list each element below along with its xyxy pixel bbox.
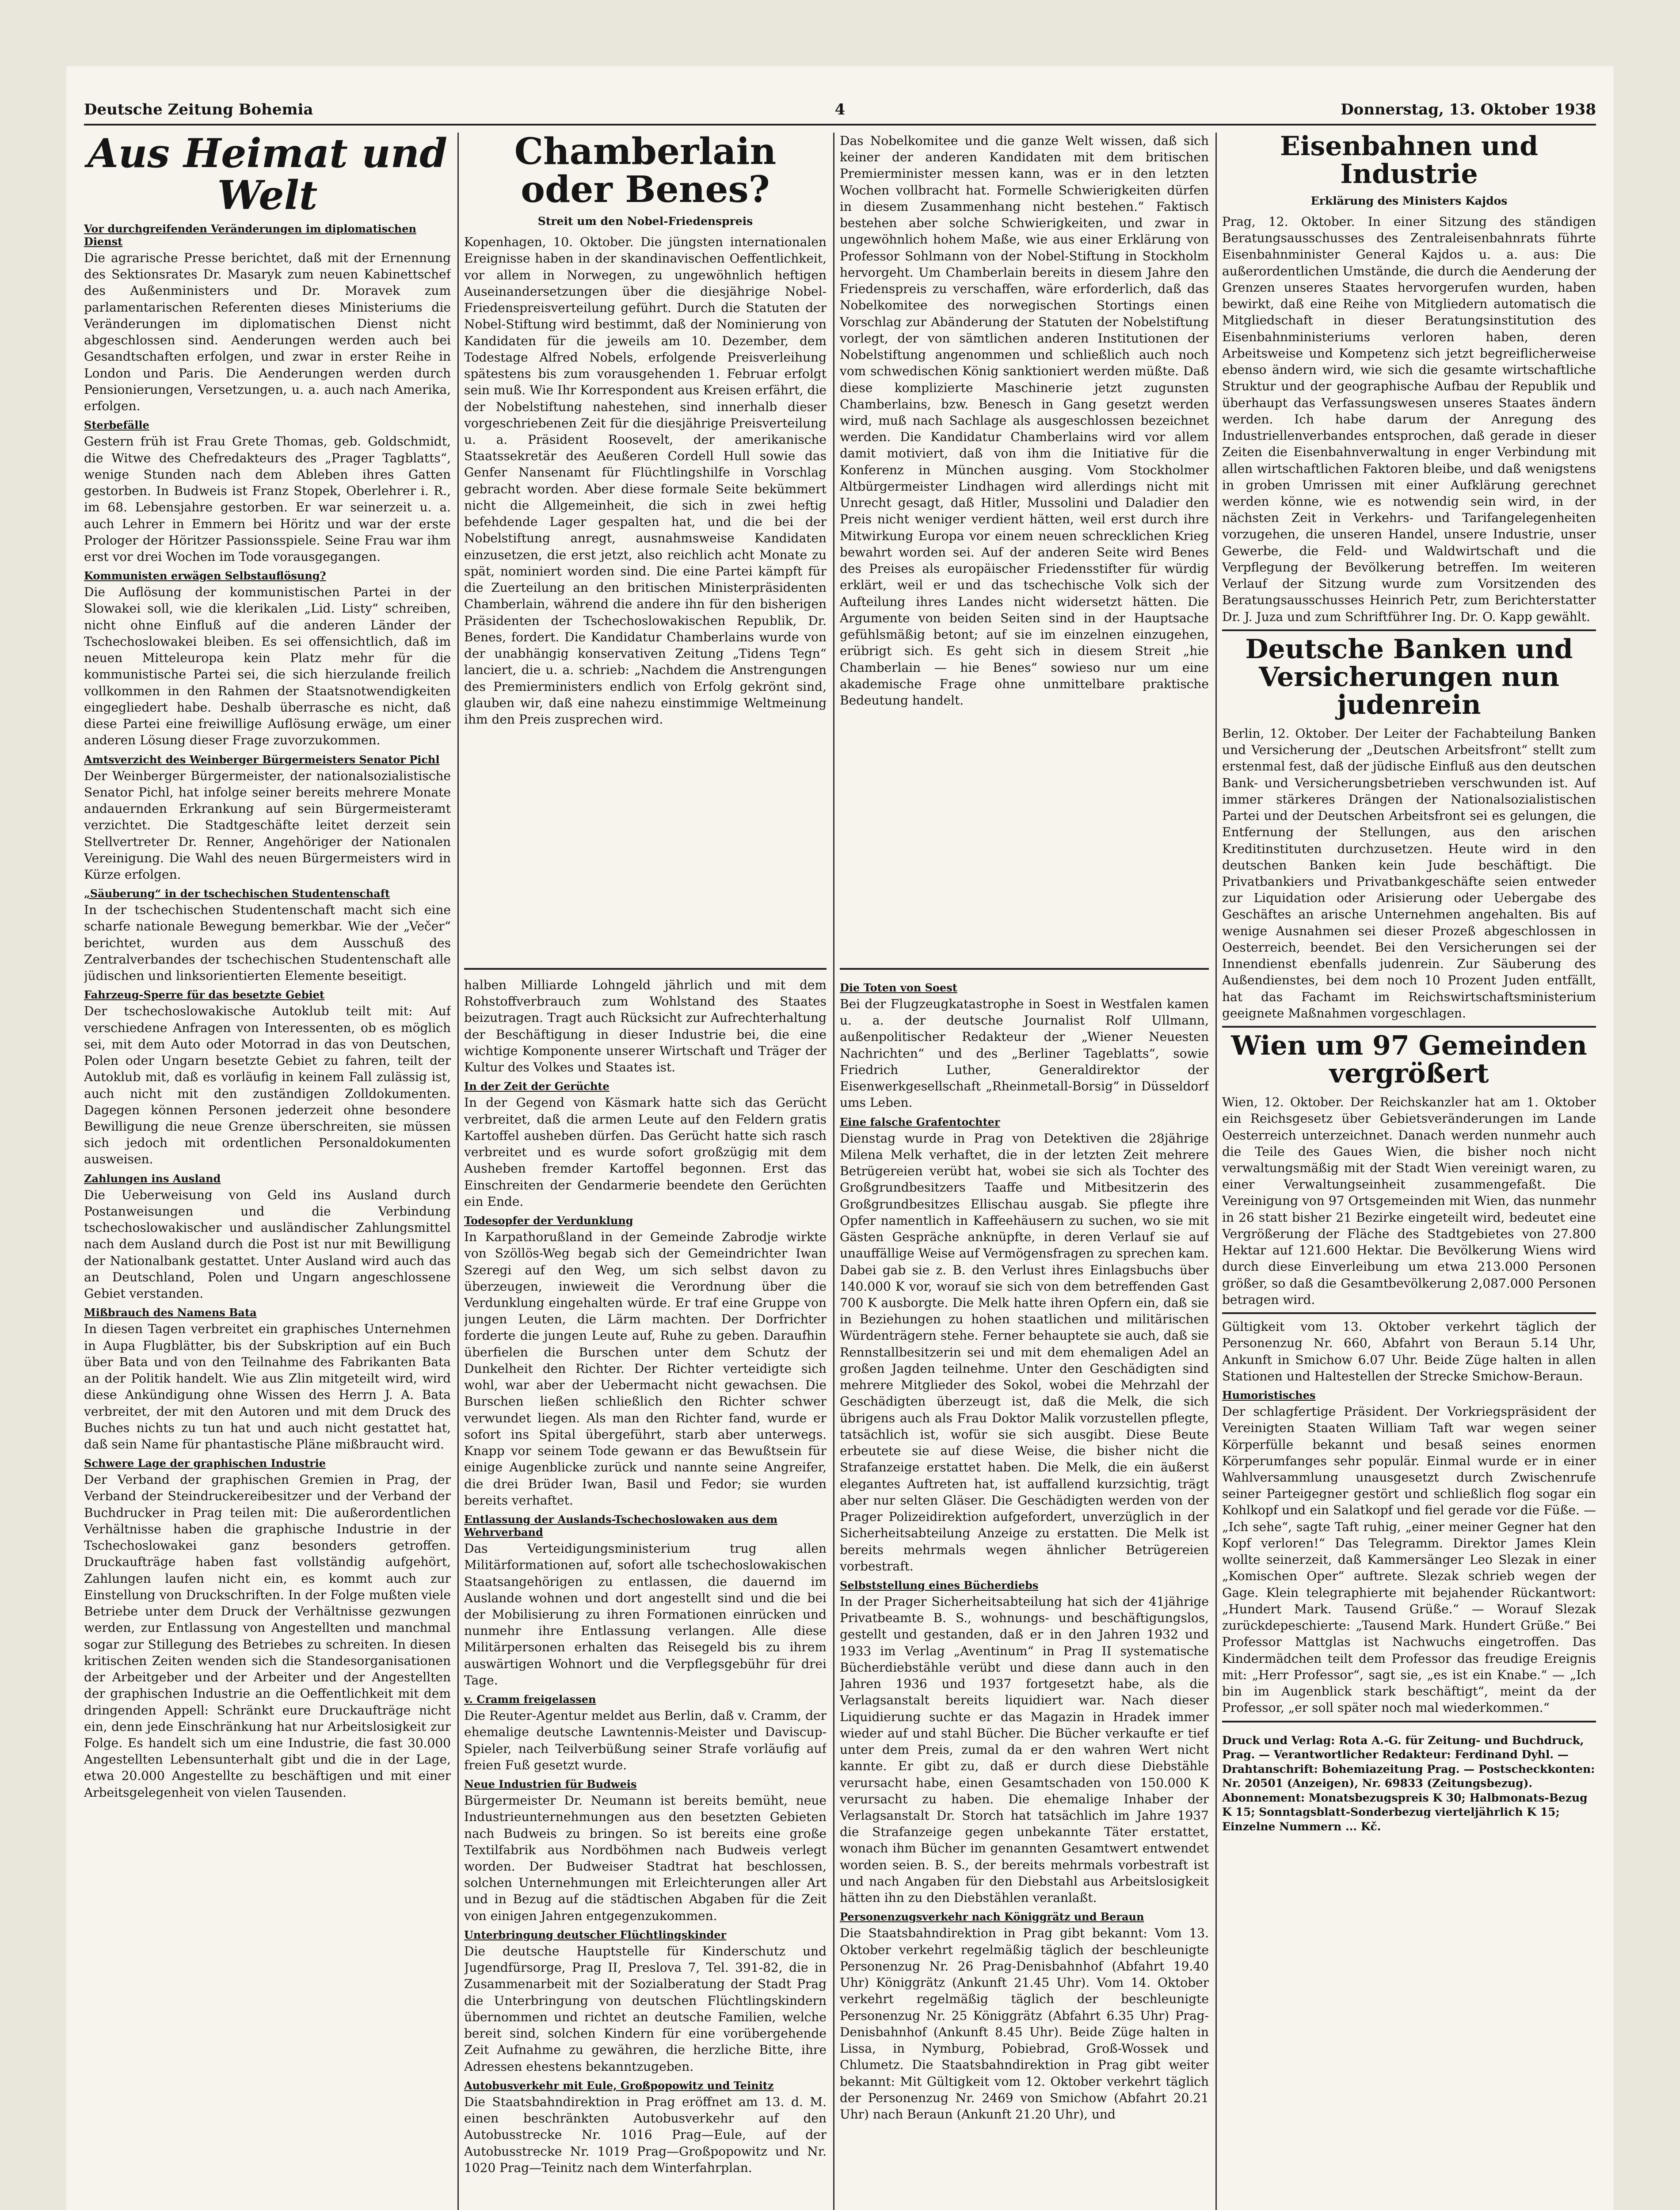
article-body: Berlin, 12. Oktober. Der Leiter der Fachabteilung Banken und Versicherung der „Deutschen Arbeitsfront“ stellt zum erstenmal fest, daß der jüdische Einfluß aus den deutschen Bank- und Versicherungsbetrieben verschwunden ist. Auf immer stärkeres Drängen der Nationalsozialistischen Partei und der Deutschen Arbeitsfront sei es gelungen, die Entfernung der Stellungen, aus den arischen Kreditinstituten durchzusetzen. Heute wird in den deutschen Banken kein Jude beschäftigt. Die Privatbankiers und Privatbankgeschäfte seien entweder zur Liquidation oder Arisierung oder Uebergabe des Geschäftes an arische Unternehmen angehalten. Bis auf wenige Ausnahmen sei dieser Prozeß abgeschlossen in Oesterreich, beendet. Bei den Versicherungen sei der Innendienst ebenfalls judenrein. Zur Säuberung des Außendienstes, bei dem noch 10 Prozent Juden entfällt, hat das Fachamt im Reichswirtschaftsministerium geeignete Maßnahmen vorgeschlagen. [1222,726,1596,1021]
article-body: Kopenhagen, 10. Oktober. Die jüngsten internationalen Ereignisse haben in der skandinavischen Oeffentlichkeit, vor allem in Norwegen, zu ungewöhnlich heftigen Auseinandersetzungen über die diesjährige Nobel-Friedenspreisverteilung geführt. Durch die Statuten der Nobel-Stiftung wird bestimmt, daß der Nominierung von Kandidaten für die jeweils am 10. Dezember, dem Todestage Alfred Nobels, erfolgende Preisverleihung spätestens bis zum vorausgehenden 1. Februar erfolgt sein muß. Wie Ihr Korrespondent aus Kreisen erfährt, die der Nobelstiftung nahestehen, sind innerhalb dieser vorgeschriebenen Zeit für die diesjährige Preisverteilung u. a. Präsident Roosevelt, der amerikanische Staatssekretär des Aeußeren Cordell Hull sowie das Genfer Nansenamt für Flüchtlingshilfe in Vorschlag gebracht worden. Aber diese formale Seite bekümmert nicht die Allgemeinheit, die sich in zwei heftig befehdende Lager gespalten hat, und die bei der Nobelstiftung anregt, ausnahmsweise Kandidaten einzusetzen, die erst jetzt, also reichlich acht Monate zu spät, nominiert worden sind. Die eine Partei kämpft für die Zuerteilung an den britischen Ministerpräsidenten Chamberlain, während die andere ihn für den bisherigen Präsidenten der Tschechoslowakischen Republik, Dr. Benes, fordert. Die Kandidatur Chamberlains wurde von der unabhängig konservativen Zeitung „Tidens Tegn“ lanciert, die u. a. schrieb: „Nachdem die Anstrengungen des Premierministers endlich von Erfolg gekrönt sind, glauben wir, daß eine nahezu einstimmige Weltmeinung ihm den Preis zusprechen wird. [464,235,827,727]
article-body: Die Ueberweisung von Geld ins Ausland durch Postanweisungen und die Verbindung tschechoslowakischer und ausländischer Zahlungsmittel nach dem Ausland durch die Post ist nur mit Bewilligung der Nationalbank gestattet. Unter Ausland wird auch das an Deutschland, Polen und Ungarn angeschlossene Gebiet verstanden. [84,1187,451,1301]
column-4 [1222,133,1596,2210]
article-heading: Amtsverzicht des Weinberger Bürgermeisters Senator Pichl [84,753,440,766]
horizontal-rule [1222,629,1596,631]
newspaper-page [66,66,1614,2210]
article-body: Das Nobelkomitee und die ganze Welt wissen, daß sich keiner der anderen Kandidaten mit dem britischen Premierminister messen kann, was er in den letzten Wochen vollbracht hat. Formelle Schwierigkeiten dürfen in diesem Zusammenhang nicht bestehen.“ Faktisch bestehen aber solche Schwierigkeiten, und zwar in ungewöhnlich hohem Maße, wie aus einer Erklärung von Professor Sohlmann von der Nobel-Stiftung in Stockholm hervorgeht. Um Chamberlain bereits in diesem Jahre den Friedenspreis zu verschaffen, wäre erforderlich, daß das Nobelkomitee des norwegischen Stortings einen Vorschlag zur Abänderung der Statuten der Nobelstiftung vorlegt, der von sämtlichen anderen Institutionen der Nobelstiftung angenommen und schließlich auch noch vom schwedischen König sanktioniert werden müßte. Daß diese komplizierte Maschinerie jetzt zugunsten Chamberlains, bzw. Benesch in Gang gesetzt werden wird, muß nach Sachlage als ausgeschlossen bezeichnet werden. Die Kandidatur Chamberlains wird vor allem damit motiviert, daß von ihm die Initiative für die Konferenz in München ausging. Vom Stockholmer Altbürgermeister Lindhagen wird allerdings nicht mit Unrecht gesagt, daß Hitler, Mussolini und Daladier den Preis nicht weniger verdient hätten, weil erst durch ihre Mitwirkung Europa vor einem neuen schrecklichen Krieg bewahrt worden sei. Auf der anderen Seite wird Benes des Preises als europäischer Friedensstifter für würdig erklärt, weil er und das tschechische Volk sich der Aufteilung ihres Landes nicht widersetzt hätten. Die Argumente von beiden Seiten sind in der Hauptsache gefühlsmäßig betont; auf sie im einzelnen einzugehen, erübrigt sich. Es geht sich in diesem Streit „hie Chamberlain — hie Benes“ sowieso nur um eine akademische Frage ohne unmittelbare praktische Bedeutung handelt. [840,133,1209,708]
issue-date: Donnerstag, 13. Oktober 1938 [1341,101,1596,118]
article-heading: Personenzugsverkehr nach Königgrätz und Beraun [840,1910,1144,1924]
article-heading: v. Cramm freigelassen [464,1693,596,1706]
article-heading: Autobusverkehr mit Eule, Großpopowitz und Teinitz [464,2079,774,2092]
article-heading: Zahlungen ins Ausland [84,1172,221,1185]
column-3-lower [840,977,1209,2210]
newspaper-name: Deutsche Zeitung Bohemia [84,101,313,118]
article-body: Das Verteidigungsministerium trug allen Militärformationen auf, sofort alle tschechoslowakischen Staatsangehörigen zu entlassen, die dauernd im Auslande wohnen und dort angestellt sind und die bei der Mobilisierung zu ihren Formationen einrücken und nunmehr ihre Entlassung verlangen. Alle diese Militärpersonen erhalten das Reisegeld bis zu ihrem auswärtigen Wohnort und die Verpflegsgebühr für drei Tage. [464,1541,827,1688]
imprint: Druck und Verlag: Rota A.-G. für Zeitung- und Buchdruck, Prag. — Verantwortlicher Redakteur: Ferdinand Dyhl. — Drahtanschrift: Bohemiazeitung Prag. — Postscheckkonten: Nr. 20501 (Anzeigen), Nr. 69833 (Zeitungsbezug). Abonnement: Monatsbezugspreis K 30; Halbmonats-Bezug K 15; Sonntagsblatt-Sonderbezug vierteljährlich K 15; Einzelne Nummern ... Kč. [1222,1734,1595,1833]
article-heading: Todesopfer der Verdunklung [464,1214,633,1227]
article-body: Dienstag wurde in Prag von Detektiven die 28jährige Milena Melk verhaftet, die in der letzten Zeit mehrere Betrügereien verübt hat, wobei sie sich als Tochter des Großgrundbesitzers Taaffe und Mitbesitzerin des Großgrundbesitzes Ellischau ausgab. Sie pflegte ihre Opfer namentlich in Kaffeehäusern zu suchen, wo sie mit Gästen Gespräche anknüpfte, in deren Verlauf sie auf unauffällige Weise auf Vermögensfragen zu sprechen kam. Dabei gab sie z. B. den Verlust ihres Einlagsbuchs über 140.000 K vor, worauf sie sich von dem betreffenden Gast 700 K ausborgte. Die Melk hatte ihren Opfern ein, daß sie in Beziehungen zu hohen staatlichen und militärischen Würdenträgern stehe. Ferner behauptete sie auch, daß sie Rennstallbesitzerin sei und mit dem ehemaligen Adel an großen Jagden teilnehme. Unter den Geschädigten sind mehrere Mitglieder des Sokol, wobei die Mehrzahl der Geschädigten überzeugt ist, daß die Melk, die sich übrigens auch als Frau Doktor Malik vorzustellen pflegte, tatsächlich ist, wofür sie sich ausgibt. Diese Beute erbeutete sie auf diese Weise, die bisher nicht die Strafanzeige erstattet haben. Die Melk, die ein äußerst elegantes Auftreten hat, ist auffallend kurzsichtig, trägt aber nur selten Gläser. Die Geschädigten werden von der Prager Polizeidirektion aufgefordert, unverzüglich in der Sicherheitsabteilung Anzeige zu erstatten. Die Melk ist bereits mehrmals wegen ähnlicher Betrügereien vorbestraft. [840,1131,1209,1574]
article-heading: Schwere Lage der graphischen Industrie [84,1457,326,1470]
article-body: In diesen Tagen verbreitet ein graphisches Unternehmen in Aupa Flugblätter, bis der Subskription auf ein Buch über Bata und von den Teilnahme des Fabrikanten Bata an der Politik handelt. Wie aus Zlin mitgeteilt wird, wird diese Ankündigung ohne Wissen des Herrn J. A. Bata verbreitet, der mit den Autoren und mit dem Druck des Buches nichts zu tun hat und auch nicht gestattet hat, daß sein Name für phantastische Pläne mißbraucht wird. [84,1322,451,1452]
article-heading: Mißbrauch des Namens Bata [84,1306,257,1319]
article-body: Die agrarische Presse berichtet, daß mit der Ernennung des Sektionsrates Dr. Masaryk zum neuen Kabinettschef des Außenministers und Dr. Moravek zum parlamentarischen Referenten dieses Ministeriums die Veränderungen im diplomatischen Dienst nicht abgeschlossen sind. Aenderungen werden auch bei Gesandtschaften erfolgen, und zwar in erster Reihe in London und Paris. Die Aenderungen werden durch Pensionierungen, Versetzungen, u. a. auch nach Amerika, erfolgen. [84,251,451,414]
article-body: Wien, 12. Oktober. Der Reichskanzler hat am 1. Oktober ein Reichsgesetz über Gebietsveränderungen im Lande Oesterreich unterzeichnet. Danach werden nunmehr auch die Teile des Gaues Wien, die bisher noch nicht verwaltungsmäßig mit der Stadt Wien vereinigt waren, zu einer Verwaltungseinheit zusammengefaßt. Die Vereinigung von 97 Ortsgemeinden mit Wien, das nunmehr in 26 statt bisher 21 Bezirke eingeteilt wird, bedeutet eine Vergrößerung der Fläche des Stadtgebietes von 27.800 Hektar auf 121.600 Hektar. Die Bevölkerung Wiens wird durch diese Einverleibung um etwa 213.000 Personen größer, so daß die Gesamtbevölkerung 2,087.000 Personen betragen wird. [1222,1095,1596,1307]
article-body: In Karpathorußland in der Gemeinde Zabrodje wirkte von Szöllös-Weg begab sich der Gemeindrichter Iwan Szeregi auf den Weg, um sich selbst davon zu überzeugen, inwieweit die Verordnung über die Verdunklung eingehalten würde. Er traf eine Gruppe von jungen Leuten, die Lärm machten. Der Dorfrichter forderte die jungen Leute auf, Ruhe zu geben. Daraufhin überfielen die Burschen unter dem Schutz der Dunkelheit den Richter. Der Richter verteidigte sich wohl, war aber der Uebermacht nicht gewachsen. Die Burschen ließen schließlich den Richter schwer verwundet liegen. Als man den Richter fand, wurde er sofort ins Spital übergeführt, starb aber unterwegs. Knapp vor seinem Tode gewann er das Bewußtsein für einige Augenblicke zurück und nannte seine Angreifer, die drei Brüder Iwan, Basil und Fedor; sie wurden bereits verhaftet. [464,1230,827,1508]
article-heading: In der Zeit der Gerüchte [464,1080,610,1093]
horizontal-rule [1222,1721,1596,1722]
article-heading: Humoristisches [1222,1389,1316,1402]
article-subheading: Erklärung des Ministers Kajdos [1310,194,1508,207]
article-body: Der Weinberger Bürgermeister, der nationalsozialistische Senator Pichl, hat infolge seiner bereits mehrere Monate andauernden Erkrankung auf sein Bürgermeisteramt verzichtet. Die Stadtgeschäfte leitet derzeit sein Stellvertreter Dr. Renner, Angehöriger der Nationalen Vereinigung. Die Wahl des neuen Bürgermeisters wird in Kürze erfolgen. [84,768,451,882]
article-body: Die Auflösung der kommunistischen Partei in der Slowakei soll, wie die klerikalen „Lid. Listy“ schreiben, nicht ohne Einfluß auf die anderen Länder der Tschechoslowakei bleiben. Es sei offensichtlich, daß im neuen Mitteleuropa kein Platz mehr für die kommunistische Partei sei, die sich hierzulande freilich vollkommen in den Rahmen der Staatsnotwendigkeiten eingegliedert habe. Deshalb überrasche es nicht, daß diese Partei eine freiwillige Auflösung erwäge, um einer anderen Lösung dieser Frage zuvorzukommen. [84,585,451,748]
column-rule [833,133,834,2210]
article-body: Der schlagfertige Präsident. Der Vorkriegspräsident der Vereinigten Staaten William Taft war wegen seiner Körperfülle bekannt und besaß seines enormen Körperumfanges sehr populär. Einmal wurde er in einer Wahlversammlung unausgesetzt durch Zwischenrufe seiner Parteigegner gestört und schließlich flog sogar ein Kohlkopf und ein Salatkopf und fiel gerade vor die Füße. — „Ich sehe“, sagte Taft ruhig, „einer meiner Gegner hat den Kopf verloren!“ Das Telegramm. Direktor James Klein wollte seinerzeit, daß Kammersänger Leo Slezak in einer „Komischen Oper“ auftrete. Slezak schrieb wegen der Gage. Klein telegraphierte mit bejahender Rückantwort: „Hundert Mark. Tausend Grüße.“ — Worauf Slezak zurückdepeschierte: „Tausend Mark. Hundert Grüße.“ Bei Professor Mattglas ist Nachwuchs eingetroffen. Das Kindermädchen teilt dem Professor das freudige Ereignis mit: „Herr Professor“, sagt sie, „es ist ein Knabe.“ — „Ich bin im Augenblick stark beschäftigt“, meint da der Professor, „er soll später noch mal wiederkommen.“ [1222,1404,1596,1715]
article-headline: Wien um 97 Gemeinden vergrößert [1231,1030,1587,1090]
article-body: Prag, 12. Oktober. In einer Sitzung des ständigen Beratungsausschusses des Zentraleisenbahnrats führte Eisenbahnminister General Kajdos u. a. aus: Die außerordentlichen Umstände, die durch die Aenderung der Grenzen unseres Staates hervorgerufen wurden, haben bewirkt, daß eine Reihe von Mitgliedern automatisch die Mitgliedschaft in dieser Beratungsinstitution des Eisenbahnministeriums verloren haben, deren Arbeitsweise und Kompetenz sich jetzt begreiflicherweise ebenso ändern wird, wie sich die gesamte wirtschaftliche Struktur und der geographische Aufbau der Republik und überhaupt das Verfassungswesen unseres Staates ändern werden. Ich habe darum der Anregung des Industriellenverbandes entsprochen, daß gerade in dieser Zeiten die Eisenbahnverwaltung in enger Verbindung mit allen wirtschaftlichen Faktoren bleibe, und daß wenigstens in groben Umrissen mit einer Aufklärung gerechnet werden könne, wie es notwendig sein wird, in der nächsten Zeit in Verkehrs- und Tarifangelegenheiten vorzugehen, die unseren Handel, unsere Industrie, unser Gewerbe, die Feld- und Waldwirtschaft und die Verpflegung der Bevölkerung betreffen. Im weiteren Verlauf der Sitzung wurde zum Vorsitzenden des Beratungsausschusses Heinrich Petr, zum Berichterstatter Dr. J. Juza und zum Schriftführer Ing. Dr. O. Kapp gewählt. [1222,214,1596,624]
article-subheading: Streit um den Nobel-Friedenspreis [537,215,753,228]
article-heading: Selbststellung eines Bücherdiebs [840,1578,1039,1592]
article-headline: Chamberlain oder Benes? [514,133,777,211]
article-body: Die Staatsbahndirektion in Prag eröffnet am 13. d. M. einen beschränkten Autobusverkehr auf den Autobusstrecke Nr. 1016 Prag—Eule, auf der Autobusstrecke Nr. 1019 Prag—Großpopowitz und Nr. 1020 Prag—Teinitz nach dem Winterfahrplan. [464,2094,827,2175]
horizontal-rule [840,968,1209,970]
horizontal-rule [1222,1312,1596,1314]
masthead [84,93,1596,126]
article-body: In der tschechischen Studentenschaft macht sich eine scharfe nationale Bewegung bemerkbar. Wie der „Večer“ berichtet, wurden aus dem Ausschuß des Zentralverbandes der tschechischen Studentenschaft alle jüdischen und linksorientierten Elemente beseitigt. [84,903,451,983]
article-heading: Vor durchgreifenden Veränderungen im diplomatischen Dienst [84,222,416,248]
article-heading: Entlassung der Auslands-Tschechoslowaken aus dem Wehrverband [464,1513,778,1539]
section-headline: Aus Heimat und Welt [88,133,447,219]
article-body: Die Reuter-Agentur meldet aus Berlin, daß v. Cramm, der ehemalige deutsche Lawntennis-Meister und Daviscup-Spieler, nach Teilverbüßung seiner Strafe vorläufig auf freien Fuß gesetzt wurde. [464,1708,827,1772]
article-heading: Neue Industrien für Budweis [464,1778,637,1791]
horizontal-rule [464,968,827,970]
horizontal-rule [1222,1026,1596,1028]
page-number: 4 [834,101,846,118]
column-3 [840,133,1209,2210]
article-body: Der tschechoslowakische Autoklub teilt mit: Auf verschiedene Anfragen von Interessenten, ob es möglich sei, mit dem Auto oder Motorrad in das von Deutschen, Polen oder Ungarn besetzte Gebiet zu fahren, teilt der Autoklub mit, daß es vorläufig in keinem Fall zulässig ist, auch nicht mit den zuständigen Zolldokumenten. Dagegen können Personen jederzeit ohne besondere Bewilligung die neue Grenze überschreiten, sie müssen sich jedoch mit ordentlichen Personaldokumenten ausweisen. [84,1004,451,1167]
article-body: Bürgermeister Dr. Neumann ist bereits bemüht, neue Industrieunternehmungen aus den besetzten Gebieten nach Budweis zu bringen. So ist bereits eine große Textilfabrik aus Nordböhmen nach Budweis verlegt worden. Der Budweiser Stadtrat hat beschlossen, solchen Unternehmungen mit Erleichterungen aller Art und in Bezug auf die städtischen Abgaben für die Zeit von einigen Jahren entgegenzukommen. [464,1793,827,1923]
article-body: halben Milliarde Lohngeld jährlich und mit dem Rohstoffverbrauch zum Wohlstand des Staates beizutragen. Tragt auch Rücksicht zur Aufrechterhaltung der Beschäftigung in dieser Industrie bei, die eine wichtige Komponente unserer Wirtschaft und Träger der Kultur des Volkes und Staates ist. [464,978,827,1075]
article-heading: Fahrzeug-Sperre für das besetzte Gebiet [84,988,325,1002]
article-body: Die Staatsbahndirektion in Prag gibt bekannt: Vom 13. Oktober verkehrt regelmäßig täglich der beschleunigte Personenzug Nr. 26 Prag-Denisbahnhof (Abfahrt 19.40 Uhr) Königgrätz (Ankunft 21.45 Uhr). Vom 14. Oktober verkehrt regelmäßig täglich der beschleunigte Personenzug Nr. 25 Königgrätz (Abfahrt 6.35 Uhr) Prag-Denisbahnhof (Ankunft 8.45 Uhr). Beide Züge halten in Lissa, in Nymburg, Pobiebrad, Groß-Wossek und Chlumetz. Die Staatsbahndirektion in Prag gibt weiter bekannt: Mit Gültigkeit vom 12. Oktober verkehrt täglich der Personenzug Nr. 2469 von Smichow (Abfahrt 20.21 Uhr) nach Beraun (Ankunft 21.20 Uhr), und [840,1926,1209,2122]
article-heading: Kommunisten erwägen Selbstauflösung? [84,569,326,583]
column-rule [457,133,459,2210]
article-heading: Unterbringung deutscher Flüchtlingskinder [464,1928,727,1941]
article-body: In der Prager Sicherheitsabteilung hat sich der 41jährige Privatbeamte B. S., wohnungs- und beschäftigungslos, gestellt und gestanden, daß er in den Jahren 1932 und 1933 im Verlag „Aventinum“ in Prag II systematische Bücherdiebstähle verübt und diese dann auch in den Jahren 1936 und 1937 fortgesetzt habe, als die Verlagsanstalt bereits liquidiert war. Nach dieser Liquidierung suchte er das Magazin in Hradek immer wieder auf und stahl Bücher. Die Bücher verkaufte er tief unter dem Preis, zumal da er den wahren Wert nicht kannte. Er gibt zu, daß er durch diese Diebstähle verursacht habe, einen Gesamtschaden von 150.000 K verursacht zu haben. Die ehemalige Inhaber der Verlagsanstalt Dr. Storch hat tatsächlich im Jahre 1937 die Strafanzeige gegen unbekannte Täter erstattet, wonach ihm Bücher im genannten Gesamtwert entwendet worden seien. B. S., der bereits mehrmals vorbestraft ist und nach Angaben für den Diebstahl aus Arbeitslosigkeit hätten ihn zu den Diebstählen veranlaßt. [840,1594,1209,1905]
article-heading: Die Toten von Soest [840,981,957,994]
chamberlain-article [464,133,827,964]
article-body: Der Verband der graphischen Gremien in Prag, der Verband der Steindruckereibesitzer und der Verband der Buchdrucker in Prag teilen mit: Die außerordentlichen Verhältnisse haben die graphische Industrie in der Tschechoslowakei ganz besonders getroffen. Druckaufträge haben fast vollständig aufgehört, Zahlungen laufen nicht ein, es kommt auch zur Einstellung von Druckschriften. In der Folge mußten viele Betriebe unter dem Druck der Verhältnisse gezwungen werden, zur Entlassung von Angestellten und manchmal sogar zur Stillegung des Betriebes zu schreiten. In diesen kritischen Zeiten wenden sich die Standesorganisationen der Arbeitgeber und der Arbeiter und der Angestellten der graphischen Industrie an die Oeffentlichkeit mit dem dringenden Appell: Schränkt eure Druckaufträge nicht ein, denn jede Einschränkung hat nur Arbeitslosigkeit zur Folge. Es handelt sich um eine Industrie, die fast 30.000 Angestellten Lebensunterhalt gibt und die in der Lage, etwa 20.000 Angestellte zu beschäftigen und mit einer Arbeitsgelegenheit von vielen Tausenden. [84,1472,451,1800]
article-heading: Sterbefälle [84,419,149,432]
column-1 [84,133,451,2210]
column-rule [1215,133,1217,2210]
article-heading: Eine falsche Grafentochter [840,1115,1000,1128]
article-body: In der Gegend von Käsmark hatte sich das Gerücht verbreitet, daß die armen Leute auf den Feldern gratis Kartoffel ausheben dürfen. Das Gerücht hatte sich rasch verbreitet und es wurde sofort großzügig mit dem Ausheben fremder Kartoffel begonnen. Erst das Einschreiten der Gendarmerie beendete den Gerüchten ein Ende. [464,1095,827,1209]
article-body: Gestern früh ist Frau Grete Thomas, geb. Goldschmidt, die Witwe des Chefredakteurs des „Prager Tagblatts“, wenige Stunden nach dem Ableben ihres Gatten gestorben. In Budweis ist Franz Stopek, Oberlehrer i. R., im 68. Lebensjahre gestorben. Er war seinerzeit u. a. auch Lehrer in Emmern bei Höritz und war der erste Prologer der Höritzer Passionsspiele. Seine Frau war ihm erst vor drei Wochen im Tode vorausgegangen. [84,434,451,564]
article-body: Gültigkeit vom 13. Oktober verkehrt täglich der Personenzug Nr. 660, Abfahrt von Beraun 5.14 Uhr, Ankunft in Smichow 6.07 Uhr. Beide Züge halten in allen Stationen und Haltestellen der Strecke Smichow-Beraun. [1222,1319,1596,1383]
article-headline: Eisenbahnen und Industrie [1280,133,1539,190]
article-headline: Deutsche Banken und Versicherungen nun judenrein [1245,633,1573,720]
article-heading: „Säuberung“ in der tschechischen Studentenschaft [84,887,390,900]
article-body: Bei der Flugzeugkatastrophe in Soest in Westfalen kamen u. a. der deutsche Journalist Rolf Ullmann, außenpolitischer Redakteur der „Wiener Neuesten Nachrichten“ und des „Berliner Tageblatts“, sowie Friedrich Luther, Generaldirektor der Eisenwerkgesellschaft „Rheinmetall-Borsig“ in Düsseldorf ums Leben. [840,997,1209,1110]
article-body: Die deutsche Hauptstelle für Kinderschutz und Jugendfürsorge, Prag II, Preslova 7, Tel. 391-82, die in Zusammenarbeit mit der Sozialberatung der Stadt Prag die Unterbringung von deutschen Flüchtlingskindern übernommen und richtet an deutsche Familien, welche bereit sind, solchen Kindern für eine vorübergehende Zeit Aufnahme zu gewähren, die herzliche Bitte, ihre Adressen ehestens bekanntzugeben. [464,1943,827,2074]
chamberlain-article-continued [840,133,1209,964]
column-2 [464,133,827,2210]
column-2-lower [464,977,827,2210]
